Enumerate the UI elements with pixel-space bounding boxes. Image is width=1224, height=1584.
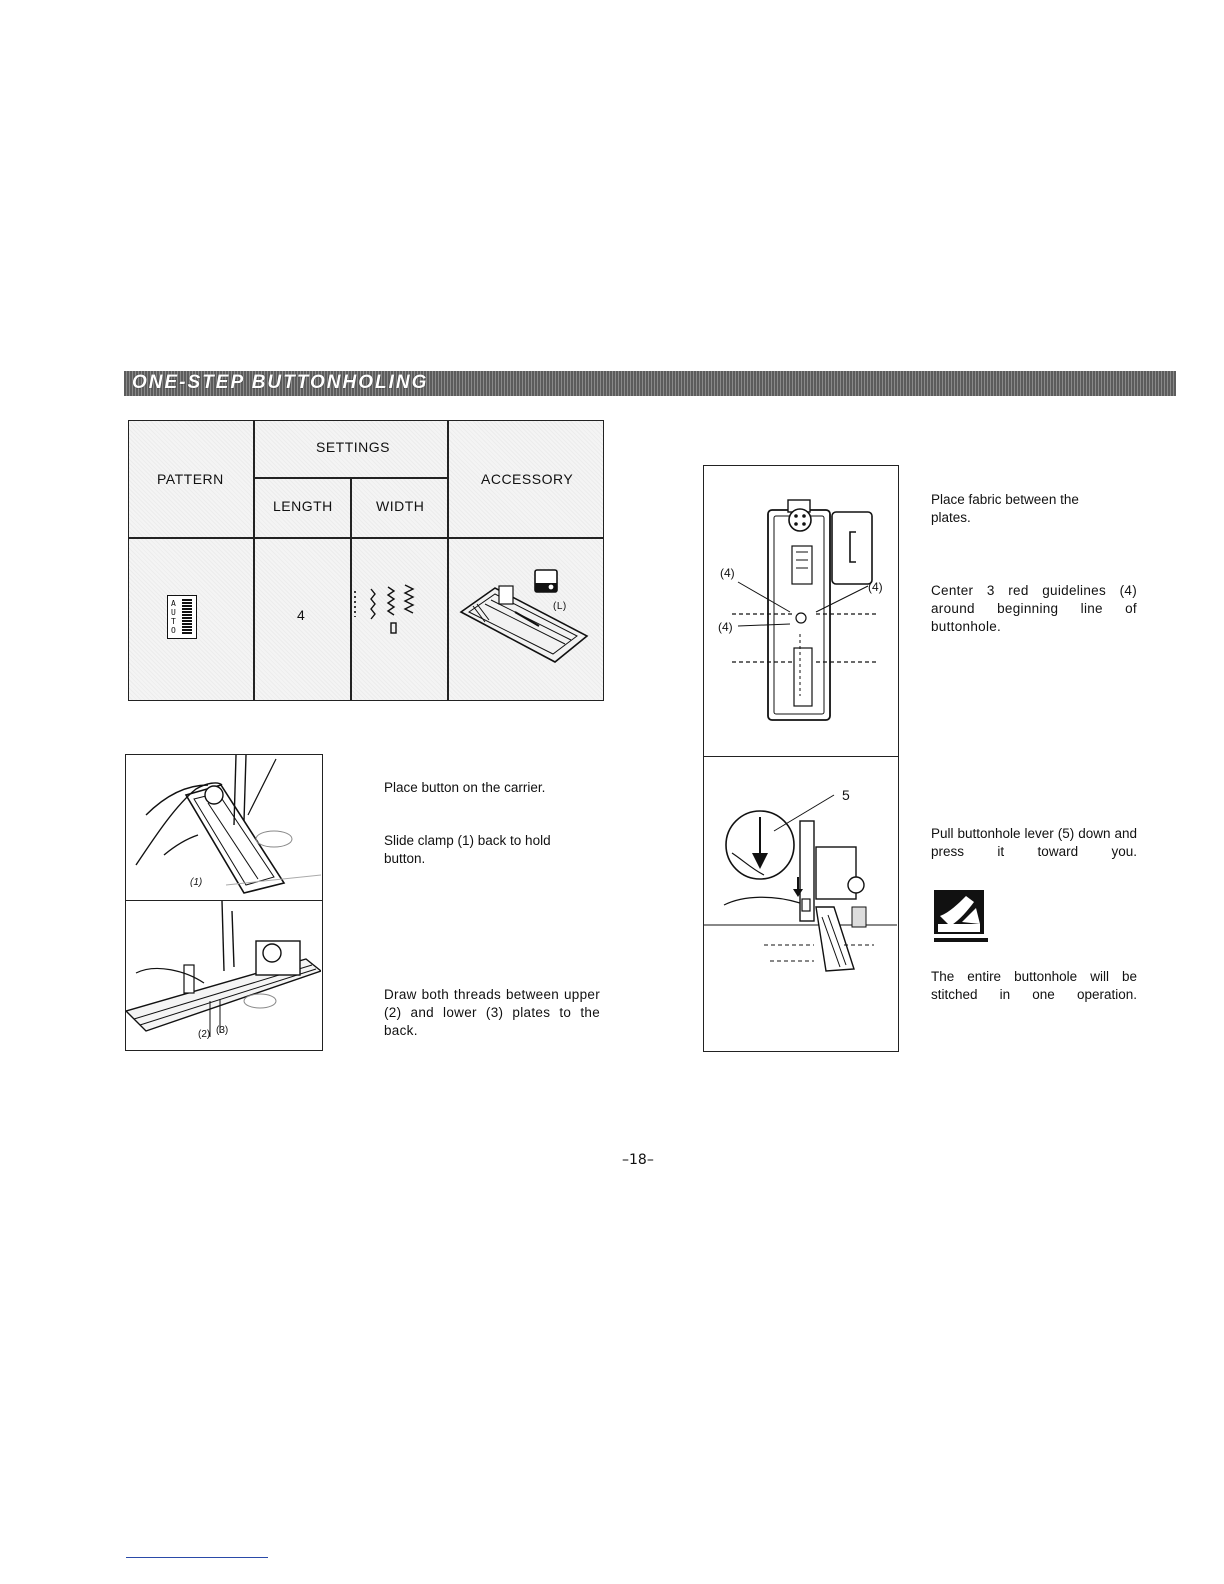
pattern-stitch bbox=[182, 599, 192, 634]
buttonhole-foot-icon bbox=[455, 566, 595, 666]
figure-draw-threads bbox=[125, 900, 323, 1051]
foot-control-icon bbox=[932, 888, 990, 944]
accessory-label: (L) bbox=[553, 601, 567, 612]
table-divider bbox=[447, 421, 449, 700]
instruction-entire-buttonhole: The entire buttonhole will be stitched in one operation. bbox=[931, 969, 1137, 1002]
buttonhole-foot-top-view-illustration bbox=[704, 466, 897, 756]
clamp-callout: (1) bbox=[190, 877, 203, 888]
figure-guidelines bbox=[703, 465, 899, 758]
guideline-callout: (4) bbox=[718, 620, 733, 634]
figure-place-button bbox=[125, 754, 323, 901]
settings-table bbox=[128, 420, 604, 701]
instruction-draw-threads: Draw both threads between upper (2) and lower (3) plates to the back. bbox=[384, 987, 600, 1038]
buttonhole-lever-illustration bbox=[704, 757, 897, 1050]
figure-pull-lever bbox=[703, 756, 899, 1052]
table-divider bbox=[129, 537, 603, 539]
instruction-center-guidelines: Center 3 red guidelines (4) around beginning line of buttonhole. bbox=[931, 583, 1137, 634]
page-number: –18– bbox=[622, 1152, 654, 1168]
width-stitch-icon bbox=[347, 581, 443, 643]
section-title: ONE-STEP BUTTONHOLING bbox=[132, 372, 429, 393]
auto-label: AUTO bbox=[171, 599, 176, 635]
hand-placing-button-illustration bbox=[126, 755, 321, 899]
instruction-place-button: Place button on the carrier. bbox=[384, 780, 546, 795]
instruction-place-fabric: Place fabric between the plates. bbox=[931, 492, 1079, 525]
instruction-slide-clamp: Slide clamp (1) back to hold button. bbox=[384, 833, 551, 866]
lower-plate-callout: (3) bbox=[216, 1025, 229, 1036]
table-divider bbox=[253, 421, 255, 700]
footer-rule bbox=[126, 1557, 268, 1558]
instruction-pull-lever: Pull buttonhole lever (5) down and press it toward you. bbox=[931, 826, 1137, 859]
length-value: 4 bbox=[297, 607, 306, 623]
upper-plate-callout: (2) bbox=[198, 1029, 211, 1040]
guideline-callout: (4) bbox=[720, 566, 735, 580]
table-divider bbox=[253, 477, 448, 479]
section-banner bbox=[124, 371, 1176, 396]
pattern-header: PATTERN bbox=[157, 471, 224, 487]
lever-callout: 5 bbox=[842, 787, 850, 803]
guideline-callout: (4) bbox=[868, 580, 883, 594]
width-header: WIDTH bbox=[376, 498, 425, 514]
settings-header: SETTINGS bbox=[316, 439, 391, 455]
length-header: LENGTH bbox=[273, 498, 333, 514]
accessory-header: ACCESSORY bbox=[481, 471, 574, 487]
auto-buttonhole-pattern-icon bbox=[167, 595, 197, 639]
